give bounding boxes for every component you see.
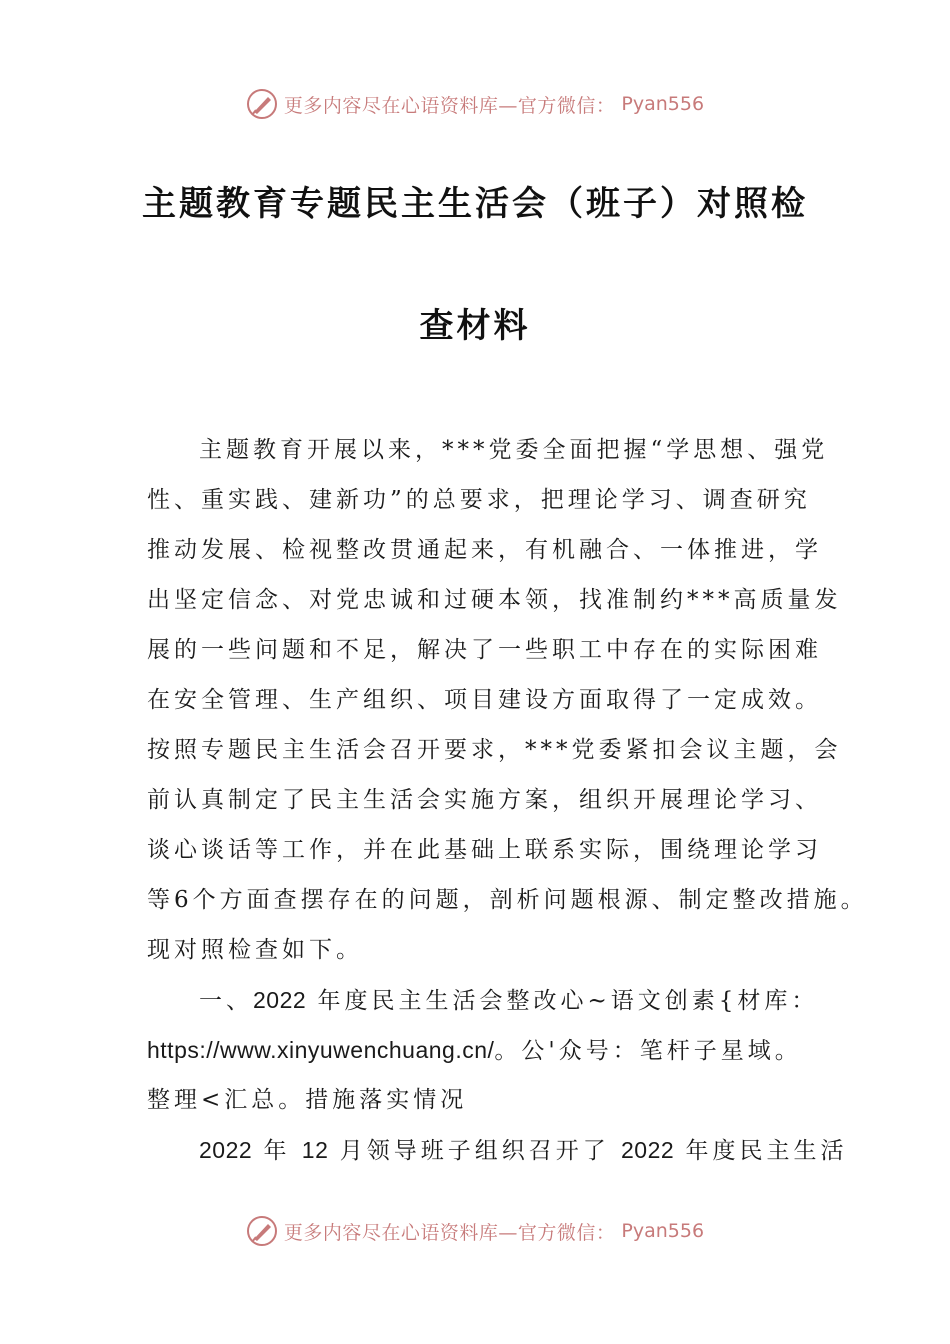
document-title-line-1: 主题教育专题民主生活会（班子）对照检 [142, 184, 808, 224]
year-value: 2022 [199, 1137, 253, 1163]
body-line: 按照专题民主生活会召开要求，***党委紧扣会议主题，会 [147, 737, 842, 763]
section-heading-text: 年度民主生活会整改心~语文创素{材库： [317, 988, 819, 1014]
section-heading-line-3: 整理<汇总。措施落实情况 [147, 1087, 468, 1113]
header-watermark [0, 84, 950, 124]
body-line: 等6个方面查摆存在的问题，剖析问题根源、制定整改措施。 [147, 887, 868, 913]
paragraph-line [147, 1125, 848, 1175]
watermark-wechat-id: Pyan556 [621, 93, 705, 115]
body-line: 谈心谈话等工作，并在此基础上联系实际，围绕理论学习 [147, 837, 822, 863]
body-line: 性、重实践、建新功”的总要求，把理论学习、调查研究 [147, 487, 811, 513]
quill-logo-icon [246, 88, 278, 120]
quill-logo-icon [246, 1215, 278, 1247]
section-heading-line-2 [147, 1025, 807, 1075]
section-prefix: 一、 [199, 988, 253, 1014]
watermark-text: 更多内容尽在心语资料库—官方微信： [283, 94, 616, 117]
watermark-text: 更多内容尽在心语资料库—官方微信： [283, 1221, 616, 1244]
month-value: 12 [301, 1137, 329, 1163]
body-line: 推动发展、检视整改贯通起来，有机融合、一体推进，学 [147, 537, 822, 563]
body-line: 现对照检查如下。 [147, 937, 363, 963]
footer-watermark [0, 1211, 950, 1251]
section-heading-line-1 [147, 975, 819, 1025]
document-body [147, 425, 868, 1175]
section-year: 2022 [253, 987, 307, 1013]
text-fragment: 年度民主生活 [685, 1138, 848, 1164]
document-title-line-2: 查材料 [419, 306, 531, 346]
text-fragment: 月领导班子组织召开了 [339, 1138, 610, 1164]
body-line: 出坚定信念、对党忠诚和过硬本领，找准制约***高质量发 [147, 587, 842, 613]
body-line: 在安全管理、生产组织、项目建设方面取得了一定成效。 [147, 687, 822, 713]
body-line: 展的一些问题和不足，解决了一些职工中存在的实际困难 [147, 637, 822, 663]
section-after-url: 。公'众号：笔杆子星域。 [494, 1038, 802, 1064]
year-value: 2022 [621, 1137, 675, 1163]
url-link[interactable]: https://www.xinyuwenchuang.cn/ [147, 1037, 495, 1063]
watermark-wechat-id: Pyan556 [621, 1220, 705, 1242]
text-fragment: 年 [263, 1138, 291, 1164]
body-line: 前认真制定了民主生活会实施方案，组织开展理论学习、 [147, 787, 822, 813]
body-line: 主题教育开展以来，***党委全面把握“学思想、强党 [199, 437, 829, 463]
